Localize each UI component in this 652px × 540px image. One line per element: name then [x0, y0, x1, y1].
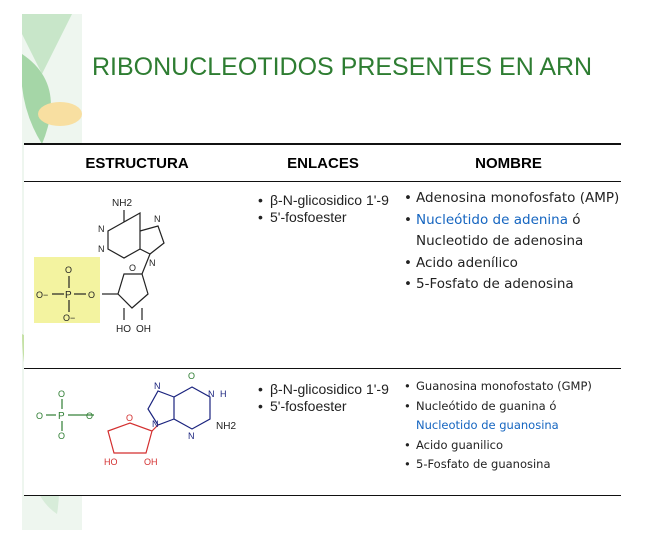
list-item: • β-N-glicosidico 1'-9 — [256, 381, 396, 398]
amp-n3-label: N — [98, 244, 105, 254]
gmp-n9-label: N — [152, 419, 159, 429]
list-item: • 5'-fosfoester — [256, 398, 396, 415]
gmp-nh2-label: NH2 — [216, 421, 237, 432]
amp-o-left-label: O− — [36, 290, 49, 300]
blue-text: Nucleótido de adenina — [416, 211, 569, 228]
gmp-ho-label: HO — [104, 457, 118, 467]
table-row — [24, 369, 621, 496]
gmp-enlaces-cell — [250, 369, 396, 496]
gmp-n1-label: N — [208, 389, 215, 399]
amp-p-label: P — [65, 290, 72, 301]
amp-o-top-label: O — [65, 265, 73, 275]
amp-o-bridge-label: O — [88, 290, 96, 300]
gmp-o-top-label: O — [188, 371, 196, 381]
blue-text: Nucleotido de guanosina — [416, 418, 559, 432]
list-item: • 5-Fosfato de adenosina — [402, 274, 621, 296]
gmp-nombre-list — [396, 369, 621, 475]
list-item: • β-N-glicosidico 1'-9 — [256, 192, 396, 209]
list-item: • Adenosina monofosfato (AMP) — [402, 188, 621, 210]
slide-title: RIBONUCLEOTIDOS PRESENTES EN ARN — [92, 53, 593, 81]
plain-text: Nucleótido de guanina ó — [416, 398, 557, 413]
plain-text: Nucleotido de adenosina — [416, 233, 584, 249]
amp-ho-label: HO — [116, 324, 131, 335]
gmp-o-up-label: O — [58, 389, 66, 399]
header-nombre: NOMBRE — [396, 144, 621, 182]
list-item — [402, 397, 621, 436]
gmp-enlaces-list — [250, 369, 396, 415]
amp-enlaces-list — [250, 182, 396, 226]
amp-ring-o-label: O — [129, 263, 137, 273]
gmp-h-label: H — [220, 389, 227, 399]
header-estructura: ESTRUCTURA — [24, 144, 250, 182]
gmp-ring-o-label: O — [126, 413, 134, 423]
gmp-o-bridge-label: O — [86, 411, 94, 421]
gmp-o-down-label: O — [58, 431, 66, 441]
list-item — [402, 210, 621, 253]
amp-structure-cell — [24, 182, 250, 369]
list-item: • Acido adenílico — [402, 253, 621, 275]
list-item: • 5'-fosfoester — [256, 209, 396, 226]
amp-structure — [24, 182, 250, 368]
gmp-structure-cell — [24, 369, 250, 496]
amp-enlaces-cell — [250, 182, 396, 369]
table-row — [24, 182, 621, 369]
amp-nombre-cell — [396, 182, 621, 369]
list-item: • 5-Fosfato de guanosina — [402, 455, 621, 475]
gmp-n3-label: N — [188, 431, 195, 441]
amp-n1-label: N — [98, 224, 105, 234]
gmp-nombre-cell — [396, 369, 621, 496]
amp-nh2-label: NH2 — [112, 198, 133, 209]
gmp-structure — [24, 369, 250, 495]
amp-n7-label: N — [154, 214, 161, 224]
amp-oh-label: OH — [136, 324, 151, 335]
gmp-p-label: P — [58, 411, 65, 422]
list-item: • Guanosina monofostato (GMP) — [402, 377, 621, 397]
gmp-oh-label: OH — [144, 457, 158, 467]
header-enlaces: ENLACES — [250, 144, 396, 182]
table-header-row — [24, 144, 621, 182]
amp-nombre-list — [396, 182, 621, 296]
conjunction-text: ó — [568, 211, 581, 228]
amp-n9-label: N — [149, 258, 156, 268]
amp-o-bottom-label: O− — [63, 313, 76, 323]
ribonucleotides-table — [24, 143, 621, 496]
gmp-o-left-label: O — [36, 411, 44, 421]
list-item: • Acido guanilico — [402, 436, 621, 456]
gmp-n7-label: N — [154, 381, 161, 391]
